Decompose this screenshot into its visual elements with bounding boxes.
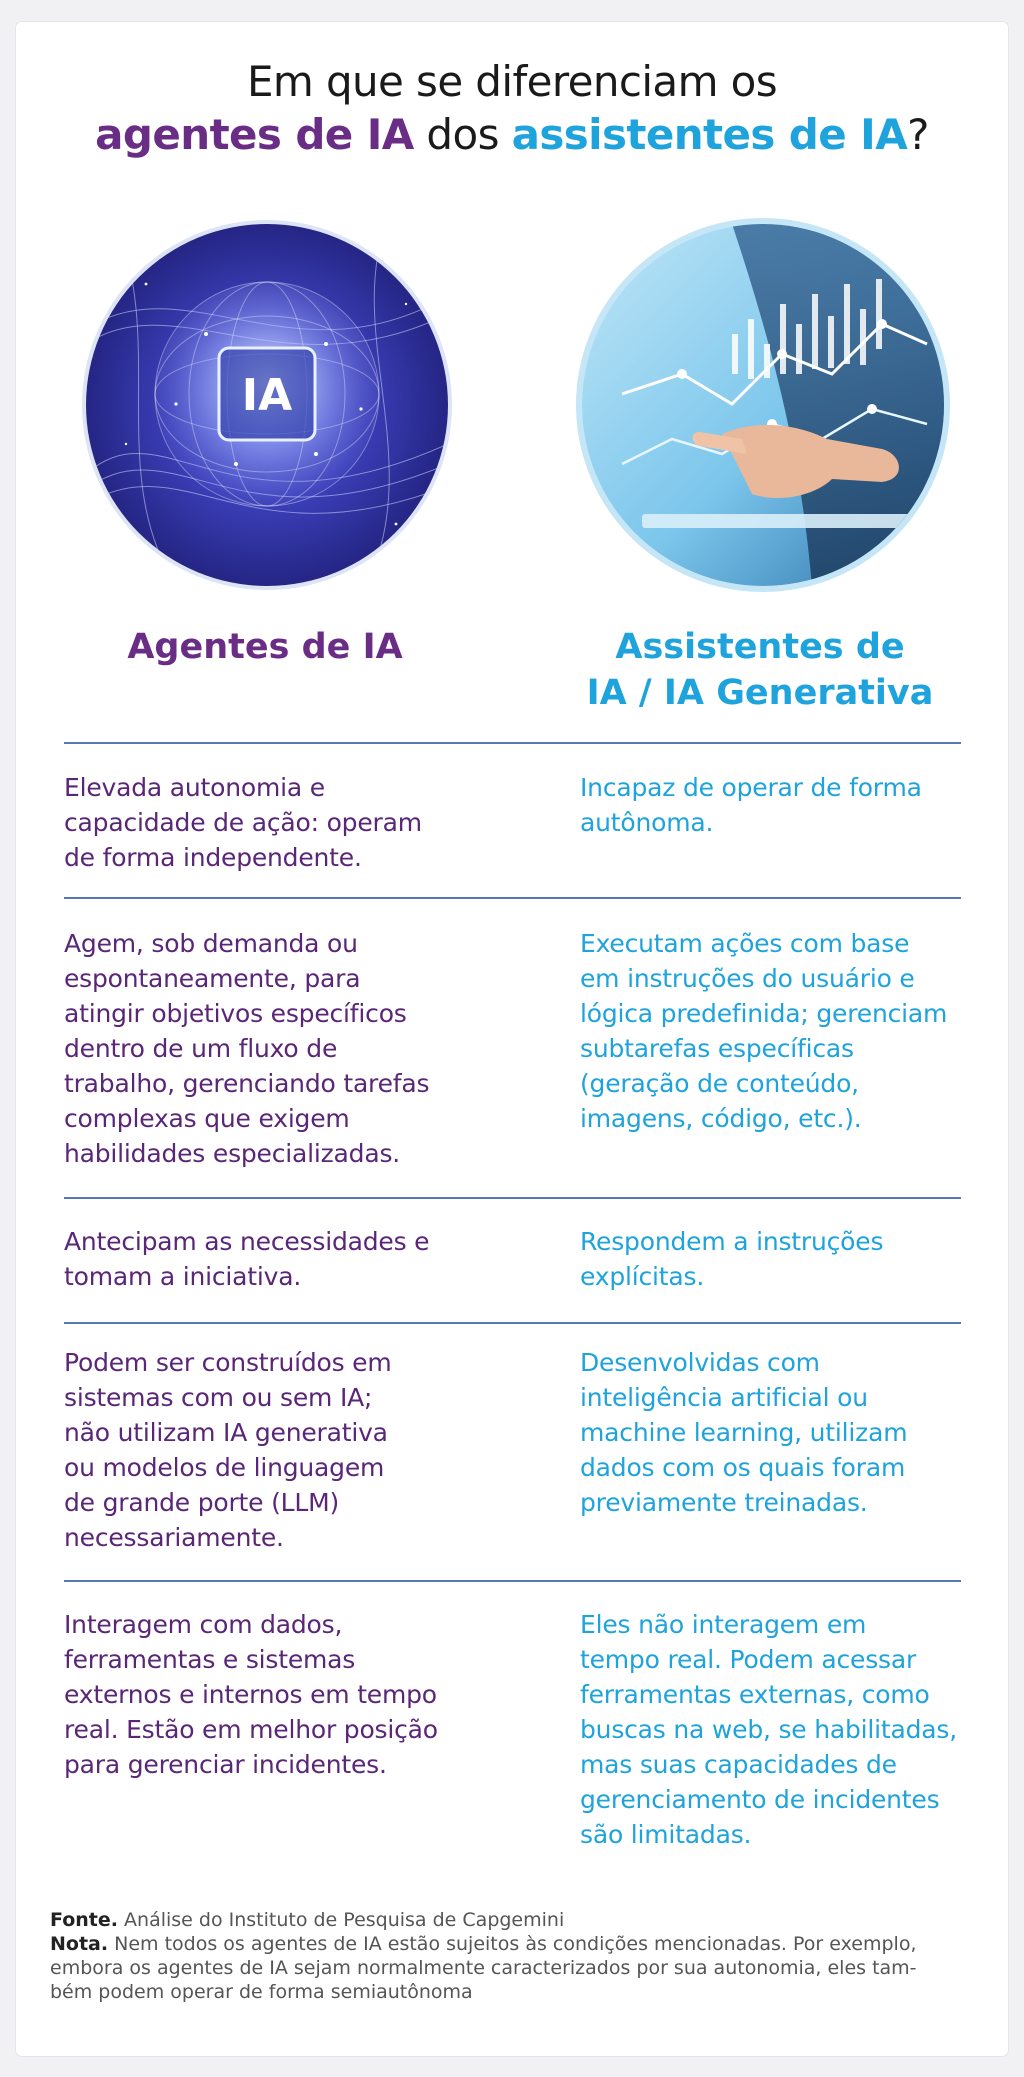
row-divider [64, 897, 961, 899]
assistants-cell-4: Desenvolvidas com inteligência artificial ou machine learning, utilizam dados com os quais foram previamente treinadas. [580, 1348, 908, 1517]
agents-cell-5: Interagem com dados, ferramentas e sistemas externos e internos em tempo real. Estão em melhor posição para gerenciar incidentes. [64, 1610, 438, 1779]
title-line-1: Em que se diferenciam os [246, 57, 778, 106]
note-text-2: embora os agentes de IA sejam normalmente caracterizados por sua autonomia, eles tam- [50, 1957, 917, 1979]
chart-hand-icon [582, 224, 944, 586]
source-text: Análise do Instituto de Pesquisa de Capgemini [117, 1909, 565, 1931]
row-divider [64, 1580, 961, 1582]
agents-cell-1: Elevada autonomia e capacidade de ação: operam de forma independente. [64, 773, 422, 872]
assistants-heading-line-2: IA / IA Generativa [586, 673, 934, 713]
note-text-1: Nem todos os agentes de IA estão sujeitos às condições mencionadas. Por exemplo, [108, 1933, 917, 1955]
assistants-cell-1: Incapaz de operar de forma autônoma. [580, 773, 922, 837]
agents-cell-2: Agem, sob demanda ou espontaneamente, para atingir objetivos específicos dentro de um fluxo de trabalho, gerenciando tarefas complexas que exigem habilidades especializadas. [64, 929, 430, 1168]
title-assistants: assistentes de IA [511, 110, 908, 159]
source-label: Fonte. [50, 1909, 118, 1931]
assistants-cell-2: Executam ações com base em instruções do usuário e lógica predefinida; gerenciam subtarefas específicas (geração de conteúdo, imagens, código, etc.). [580, 929, 948, 1133]
title-agents: agentes de IA [95, 110, 414, 159]
title-qmark: ? [907, 110, 929, 159]
footer-source [50, 1908, 985, 1932]
agents-cell-4: Podem ser construídos em sistemas com ou sem IA; não utilizam IA generativa ou modelos de linguagem de grande porte (LLM) necessariamente. [64, 1348, 392, 1552]
assistants-heading-line-1: Assistentes de [615, 627, 905, 667]
footer-note [50, 1932, 985, 1956]
agents-heading: Agentes de IA [127, 627, 403, 667]
title-dos: dos [413, 110, 512, 159]
row-divider [64, 1322, 961, 1324]
agents-cell-3: Antecipam as necessidades e tomam a iniciativa. [64, 1227, 430, 1291]
ai-sphere-icon [86, 224, 448, 586]
assistants-heading [560, 624, 960, 716]
title-line-2 [0, 107, 1024, 163]
assistants-cell-5: Eles não interagem em tempo real. Podem acessar ferramentas externas, como buscas na web, se habilitadas, mas suas capacidades de gerenciamento de incidentes são limitadas. [580, 1610, 957, 1849]
ia-badge-text: IA [241, 370, 293, 421]
row-divider [64, 742, 961, 744]
assistants-cell-3: Respondem a instruções explícitas. [580, 1227, 884, 1291]
note-text-3: bém podem operar de forma semiautônoma [50, 1981, 473, 2003]
row-divider [64, 1197, 961, 1199]
footer-notes [50, 1908, 985, 2004]
note-label: Nota. [50, 1933, 109, 1955]
